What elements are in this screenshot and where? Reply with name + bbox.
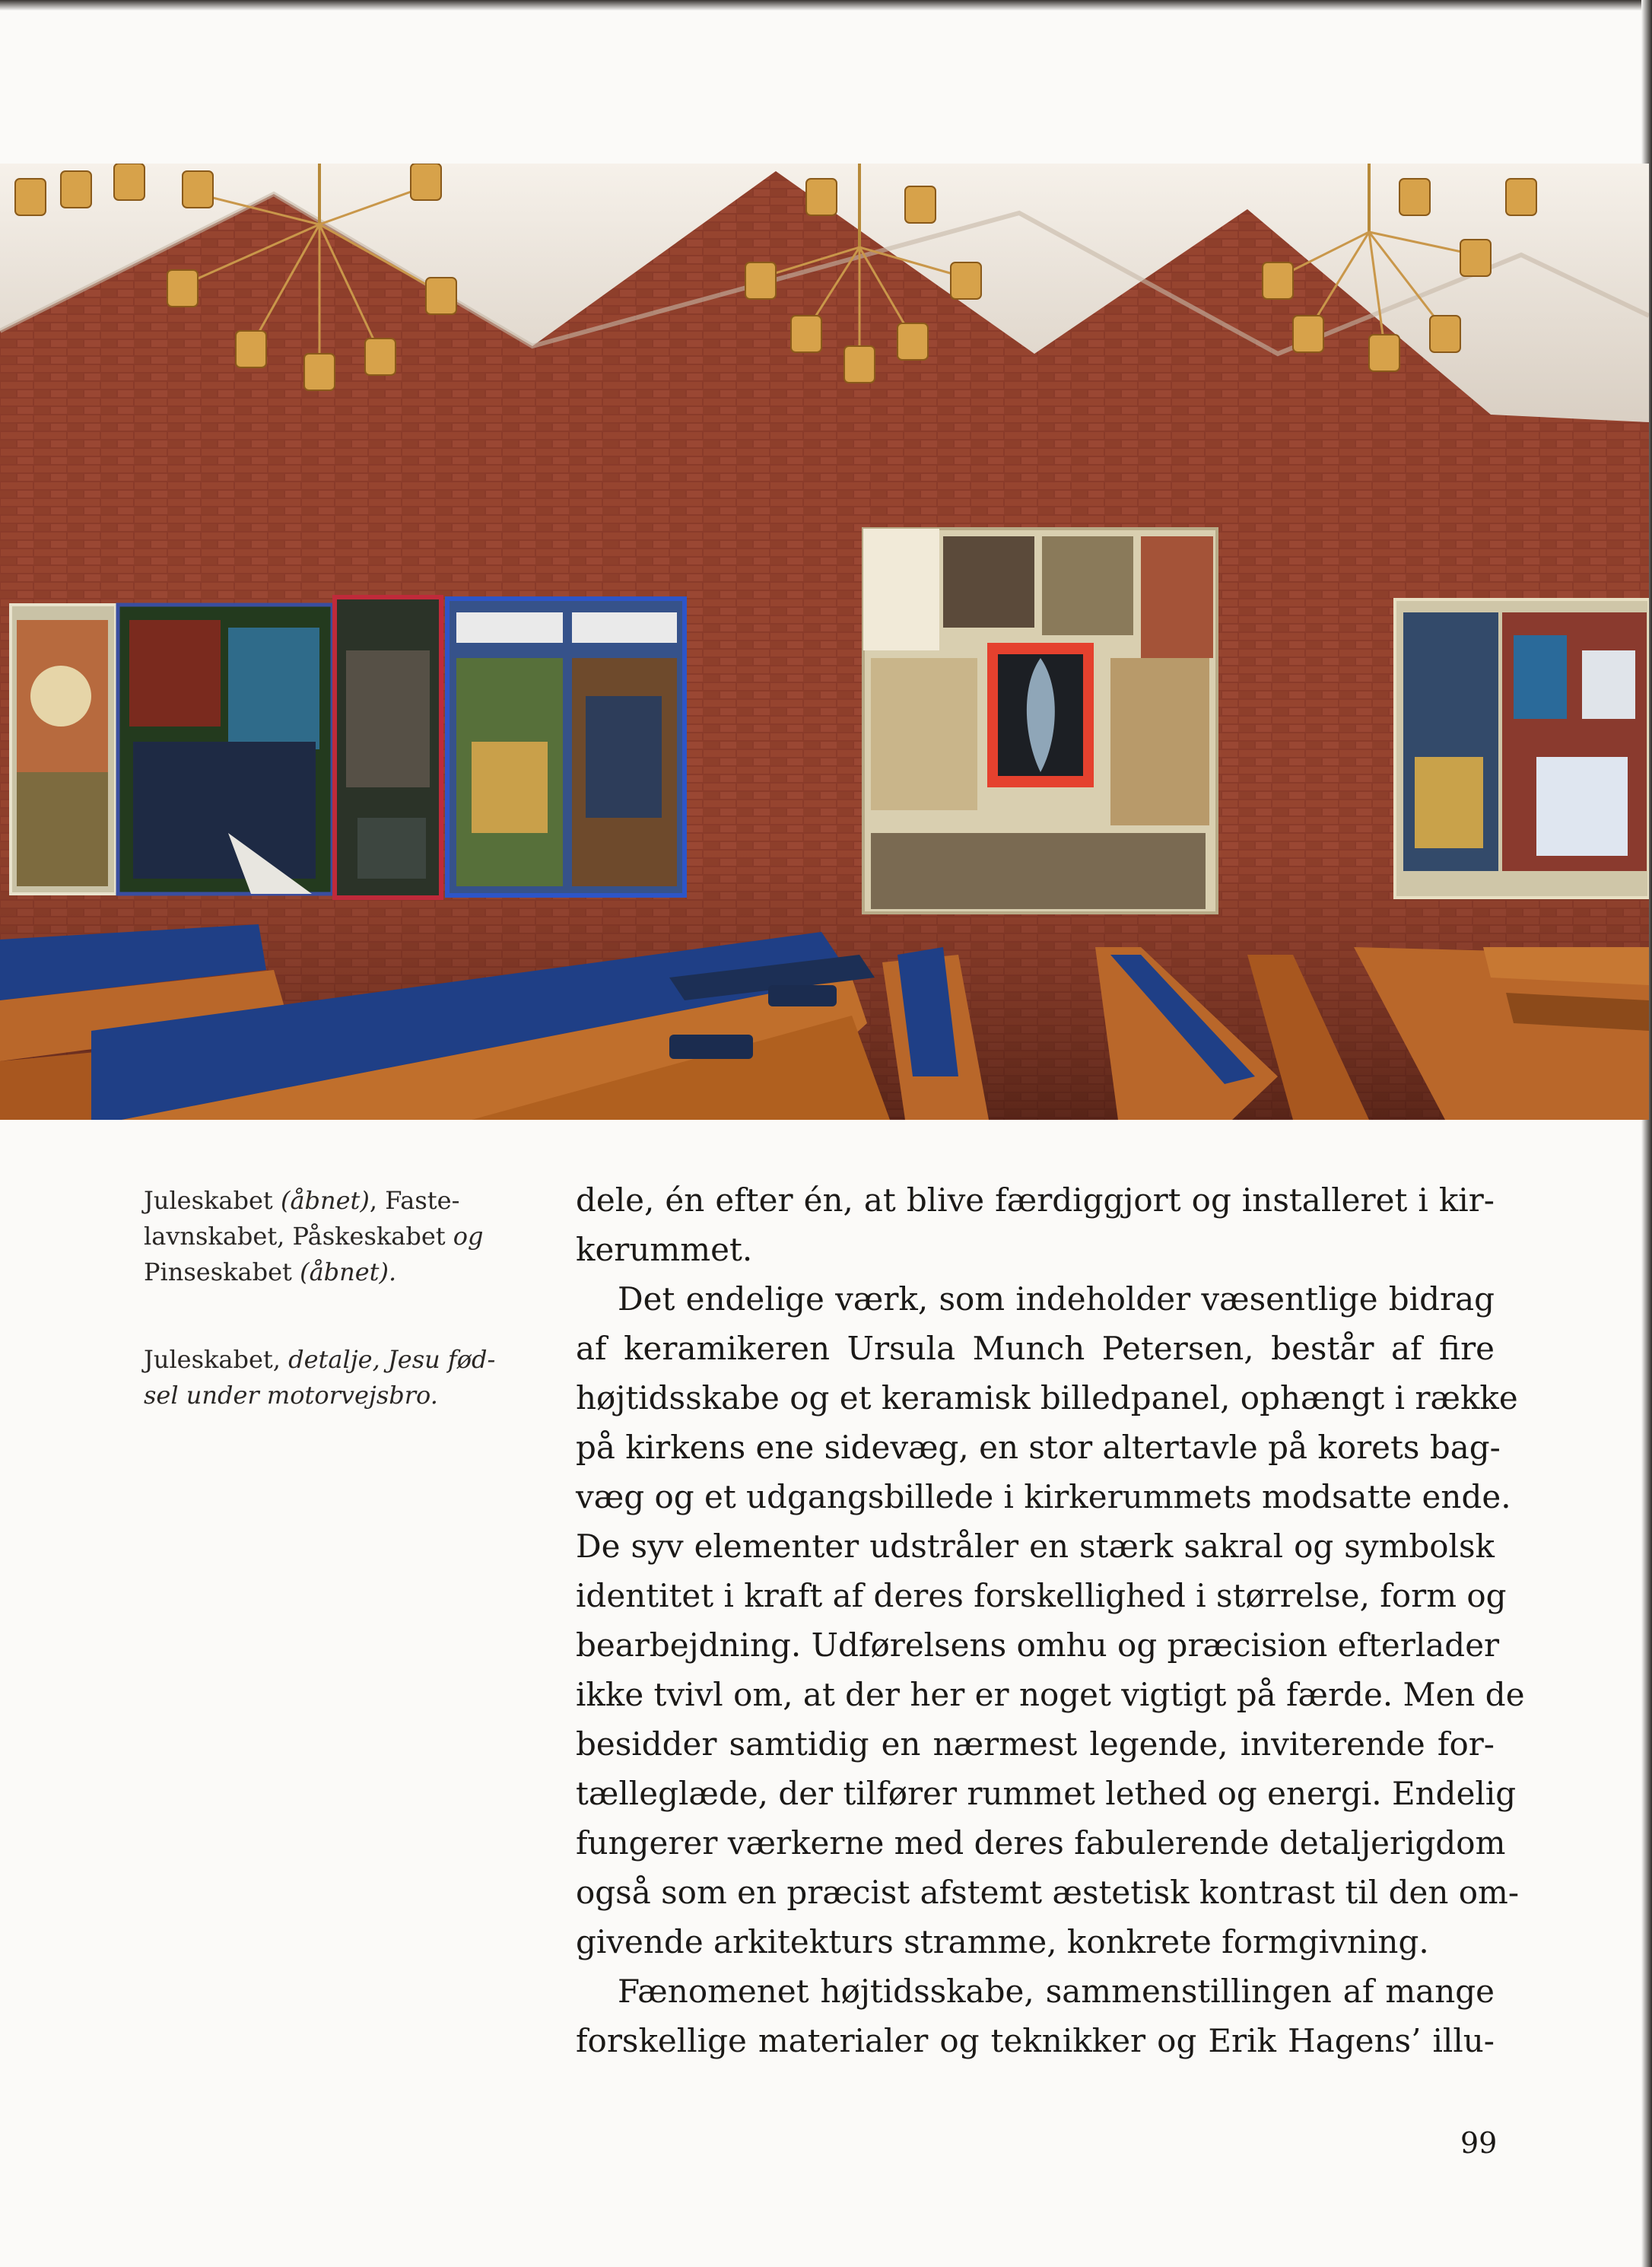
juleskabet-cabinet xyxy=(11,605,332,894)
page-edge-top xyxy=(0,0,1652,11)
caption-2-line-1: Juleskabet, detalje, Jesu fød- xyxy=(144,1345,496,1374)
text-line: Det endelige værk, som indeholder væsentlige bidrag xyxy=(618,1280,1495,1318)
caption-1-line-2: lavnskabet, Påskeskabet og xyxy=(144,1222,484,1251)
caption-2-line-2: sel under motorvejsbro. xyxy=(144,1381,438,1410)
text-line: givende arkitekturs stramme, konkrete formgivning. xyxy=(576,1923,1429,1960)
page-number: 99 xyxy=(1460,2126,1498,2160)
text-line: forskellige materialer og teknikker og Erik Hagens’ illu- xyxy=(576,2022,1495,2059)
text-line: identitet i kraft af deres forskellighed i størrelse, form og xyxy=(576,1577,1507,1614)
text-line: ikke tvivl om, at der her er noget vigtigt på færde. Men de xyxy=(576,1676,1525,1713)
body-text xyxy=(576,1175,1525,2065)
text-line: De syv elementer udstråler en stærk sakral og symbolsk xyxy=(576,1528,1495,1565)
caption-1 xyxy=(144,1183,547,1290)
pinseskabet-cabinet xyxy=(1395,599,1649,898)
text-line: Fænomenet højtidsskabe, sammenstillingen af mange xyxy=(618,1973,1495,2010)
text-line: fungerer værkerne med deres fabulerende detaljerigdom xyxy=(576,1824,1506,1862)
paragraph-1 xyxy=(576,1175,1495,1274)
captions-column xyxy=(144,1183,547,1465)
text-line: på kirkens ene sidevæg, en stor altertavle på korets bag- xyxy=(576,1429,1501,1466)
text-line: tælleglæde, der tilfører rummet lethed og energi. Endelig xyxy=(576,1775,1517,1812)
text-line: besidder samtidig en nærmest legende, inviterende for- xyxy=(576,1725,1495,1763)
paaskeskabet-cabinet xyxy=(447,599,685,895)
text-line: bearbejdning. Udførelsens omhu og præcision efterlader xyxy=(576,1626,1500,1664)
paragraph-3 xyxy=(576,1967,1495,2065)
caption-1-line-3: Pinseskabet (åbnet). xyxy=(144,1258,397,1286)
text-line: dele, én efter én, at blive færdiggjort og installeret i kir- xyxy=(576,1181,1495,1219)
church-interior-photo xyxy=(0,164,1649,1120)
paragraph-2 xyxy=(576,1274,1525,1967)
caption-1-line-1: Juleskabet (åbnet), Faste- xyxy=(144,1186,460,1215)
text-line: af keramikeren Ursula Munch Petersen, består af fire xyxy=(576,1330,1495,1367)
text-line: også som en præcist afstemt æstetisk kontrast til den om- xyxy=(576,1874,1520,1911)
altar-piece xyxy=(863,529,1217,913)
caption-2 xyxy=(144,1342,547,1413)
text-line: kerummet. xyxy=(576,1231,753,1268)
text-line: højtidsskabe og et keramisk billedpanel, ophængt i række xyxy=(576,1379,1518,1416)
text-line: væg og et udgangsbillede i kirkerummets modsatte ende. xyxy=(576,1478,1511,1515)
fastelavnskabet-cabinet xyxy=(335,597,441,898)
